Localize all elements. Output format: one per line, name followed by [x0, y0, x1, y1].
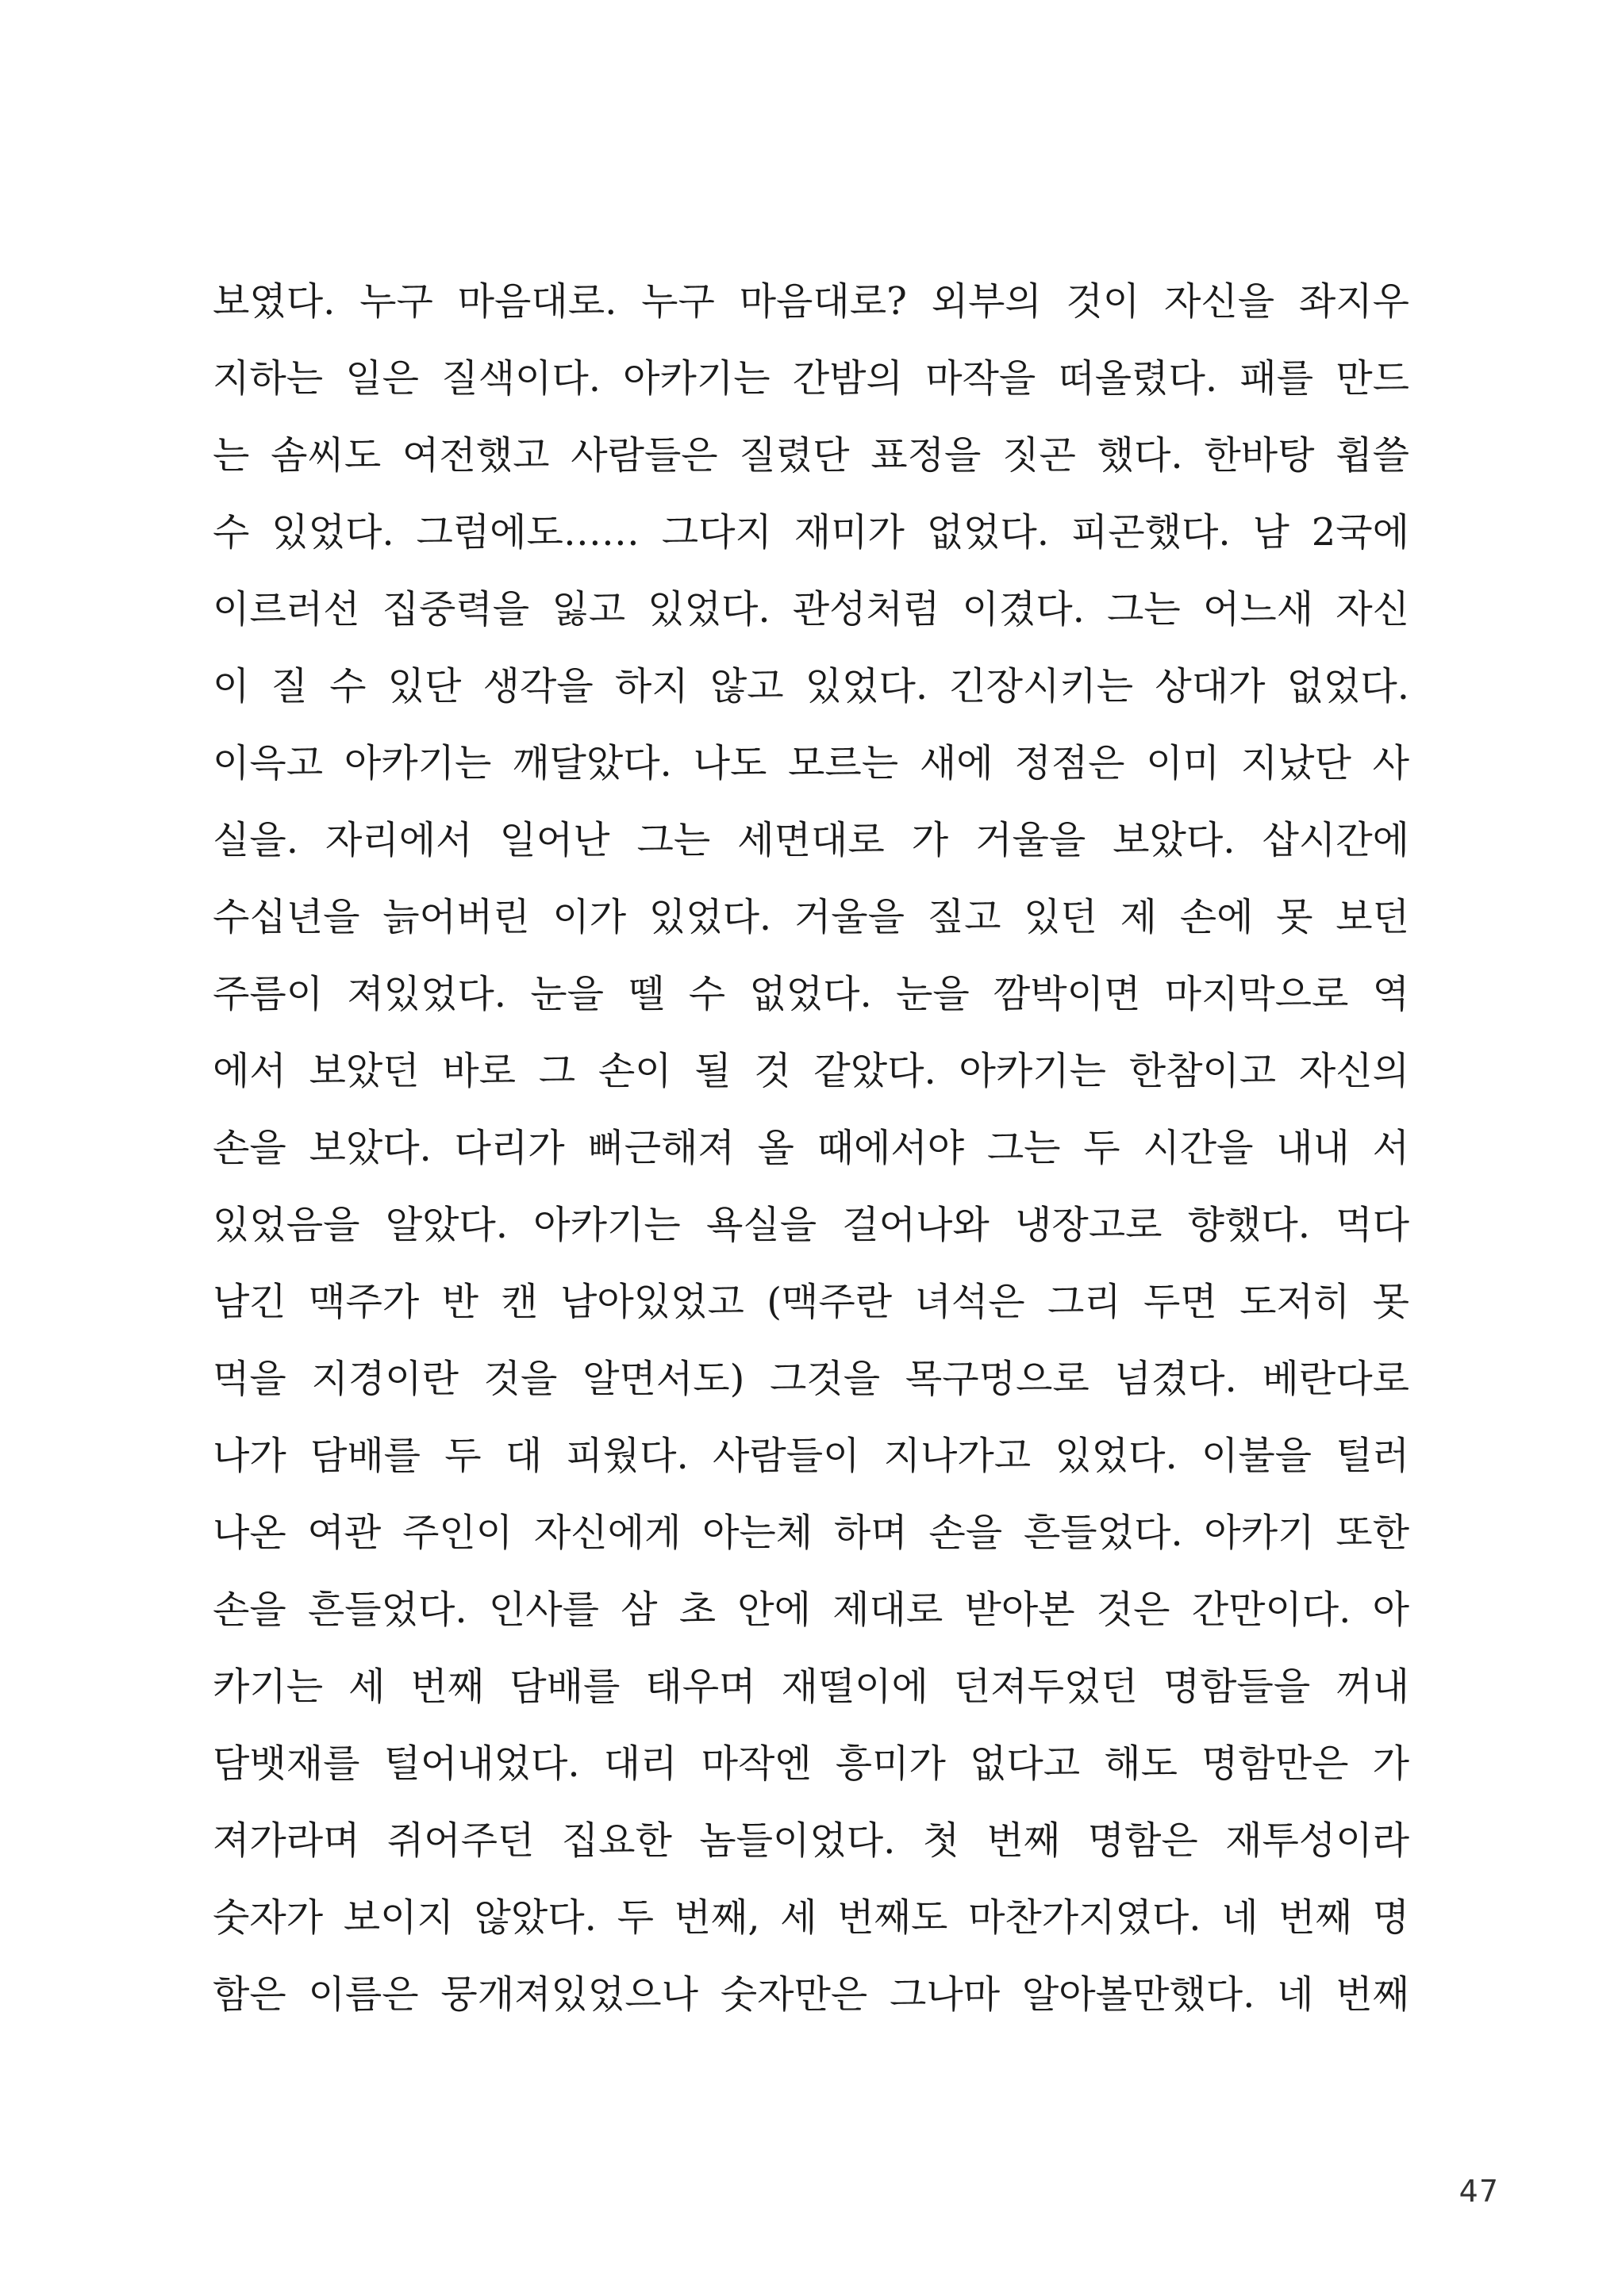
text-line: 이르러선 집중력을 잃고 있었다. 관성처럼 이겼다. 그는 어느새 자신 — [213, 587, 1409, 632]
text-line: 주름이 져있었다. 눈을 뗄 수 없었다. 눈을 깜박이면 마지막으로 역 — [213, 972, 1409, 1016]
text-line: 져가라며 쥐어주던 집요한 놈들이었다. 첫 번째 명함은 재투성이라 — [213, 1818, 1409, 1863]
text-line: 실을. 자리에서 일어난 그는 세면대로 가 거울을 보았다. 삽시간에 — [213, 818, 1409, 862]
text-line: 나가 담배를 두 대 피웠다. 사람들이 지나가고 있었다. 이불을 털러 — [213, 1434, 1409, 1478]
text-line: 이윽고 아카기는 깨달았다. 나도 모르는 새에 정점은 이미 지났단 사 — [213, 741, 1409, 785]
text-line: 나온 여관 주인이 자신에게 아는체 하며 손을 흔들었다. 아카기 또한 — [213, 1511, 1409, 1555]
text-line: 담뱃재를 털어내었다. 대리 마작엔 흥미가 없다고 해도 명함만은 가 — [213, 1741, 1409, 1786]
text-line: 는 솜씨도 여전했고 사람들은 질렸단 표정을 짓곤 했다. 한바탕 휩쓸 — [213, 433, 1409, 478]
body-text — [213, 263, 1409, 2033]
text-line: 카기는 세 번째 담배를 태우며 재떨이에 던져두었던 명함들을 꺼내 — [213, 1664, 1409, 1709]
text-line: 수십년을 늙어버린 이가 있었다. 거울을 짚고 있던 제 손에 못 보던 — [213, 895, 1409, 939]
text-line: 수 있었다. 그럼에도…… 그다지 재미가 없었다. 피곤했다. 남 2국에 — [213, 510, 1409, 555]
text-line: 에서 보았던 바로 그 손이 될 것 같았다. 아카기는 한참이고 자신의 — [213, 1049, 1409, 1093]
text-line: 이 질 수 있단 생각을 하지 않고 있었다. 긴장시키는 상대가 없었다. — [213, 664, 1409, 708]
text-line: 손을 보았다. 다리가 뻐근해져 올 때에서야 그는 두 시간을 내내 서 — [213, 1126, 1409, 1170]
text-line: 함은 이름은 뭉개져있었으나 숫자만은 그나마 알아볼만했다. 네 번째 — [213, 1972, 1409, 2017]
text-line: 먹을 지경이란 것을 알면서도) 그것을 목구멍으로 넘겼다. 베란다로 — [213, 1357, 1409, 1401]
text-line: 지하는 일은 질색이다. 아카기는 간밤의 마작을 떠올렸다. 패를 만드 — [213, 356, 1409, 401]
text-line: 남긴 맥주가 반 캔 남아있었고 (맥주란 녀석은 그리 두면 도저히 못 — [213, 1280, 1409, 1324]
text-line: 숫자가 보이지 않았다. 두 번째, 세 번째도 마찬가지였다. 네 번째 명 — [213, 1895, 1409, 1940]
text-line: 있었음을 알았다. 아카기는 욕실을 걸어나와 냉장고로 향했다. 먹다 — [213, 1203, 1409, 1247]
page-number: 47 — [1459, 2174, 1499, 2209]
text-line: 보였다. 누구 마음대로. 누구 마음대로? 외부의 것이 자신을 좌지우 — [213, 279, 1409, 324]
text-line: 손을 흔들었다. 인사를 삼 초 안에 제대로 받아본 것은 간만이다. 아 — [213, 1588, 1409, 1632]
